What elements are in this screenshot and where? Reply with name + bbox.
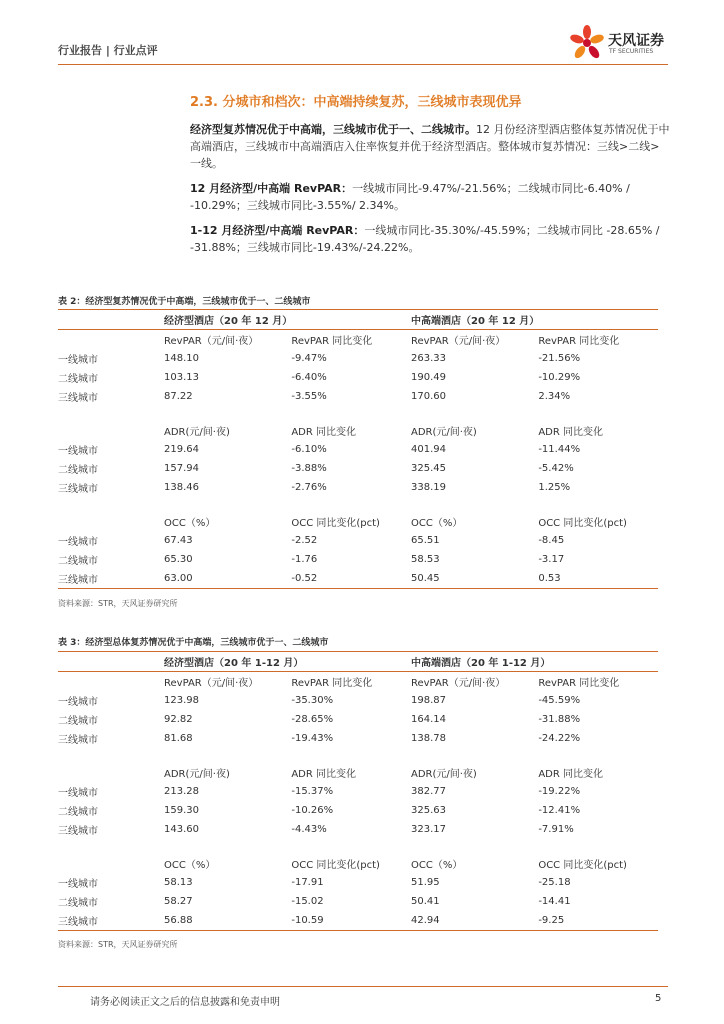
paragraph-annual-revpar-body: 一线城市同比-35.30%/-45.59%；二线城市同比 -28.65% / -31.88%；三线城市同比-19.43%/-24.22%。 (190, 224, 660, 254)
cell: 0.53 (538, 569, 658, 589)
cell: 148.10 (164, 353, 199, 364)
paragraph-dec-revpar-lead: 12 月经济型/中高端 RevPAR： (190, 182, 353, 195)
cell: 138.46 (164, 482, 199, 493)
table2-source: 资料来源：STR，天风证券研究所 (58, 599, 178, 608)
cell: 58.27 (164, 896, 193, 907)
column-header: ADR 同比变化 (291, 769, 357, 780)
cell: 81.68 (164, 733, 193, 744)
table-subheader-row (58, 854, 658, 873)
cell: -2.76% (291, 482, 327, 493)
logo-name: 天风证券 (608, 33, 664, 49)
cell: 123.98 (164, 695, 199, 706)
table-row (58, 368, 658, 387)
column-header: RevPAR（元/间·夜） (164, 336, 259, 347)
cell: -2.52 (291, 535, 318, 546)
column-header: OCC 同比变化(pct) (538, 518, 627, 529)
column-header: ADR(元/间·夜) (410, 427, 477, 438)
table-subheader-row (58, 421, 658, 440)
cell: 190.49 (410, 372, 446, 383)
column-header: ADR(元/间·夜) (164, 769, 230, 780)
table2 (58, 309, 658, 589)
cell: -7.91% (538, 824, 574, 835)
table3-group-midhigh: 中高端酒店（20 年 1-12 月） (411, 652, 658, 672)
row-label: 三线城市 (58, 911, 164, 931)
cell: 219.64 (164, 444, 199, 455)
cell: -6.40% (291, 372, 327, 383)
cell: 92.82 (164, 714, 193, 725)
cell: -1.76 (291, 554, 318, 565)
table3-group-economy: 经济型酒店（20 年 1-12 月） (164, 652, 411, 672)
cell: 58.13 (164, 877, 193, 888)
table-row (58, 387, 658, 406)
cell: -45.59% (538, 695, 581, 706)
footer-divider (58, 986, 668, 987)
cell: -35.30% (291, 695, 334, 706)
cell: 1.25% (538, 482, 571, 493)
cell: 50.45 (411, 569, 538, 589)
cell: -11.44% (538, 444, 581, 455)
cell: -31.88% (538, 714, 581, 725)
column-header: RevPAR 同比变化 (291, 678, 373, 689)
cell: 56.88 (164, 911, 291, 931)
row-label: 三线城市 (58, 569, 164, 589)
logo-petals-icon (568, 24, 606, 62)
cell: 325.45 (410, 463, 446, 474)
column-header: OCC（%） (164, 518, 216, 529)
cell: -21.56% (538, 353, 581, 364)
column-header: RevPAR（元/间·夜） (410, 336, 506, 347)
row-label: 二线城市 (58, 374, 98, 385)
cell: 325.63 (410, 805, 446, 816)
cell: -9.25 (538, 911, 658, 931)
table-row (58, 911, 658, 931)
column-header: ADR 同比变化 (538, 769, 603, 780)
table2-group-economy: 经济型酒店（20 年 12 月） (164, 310, 411, 330)
logo-subtitle: TF SECURITIES (609, 48, 654, 55)
column-header: OCC（%） (164, 860, 216, 871)
table-row (58, 459, 658, 478)
row-label: 一线城市 (58, 788, 98, 799)
cell: 65.30 (164, 554, 193, 565)
cell: -3.17 (538, 554, 565, 565)
cell: -19.43% (291, 733, 334, 744)
table-row (58, 349, 658, 368)
column-header: ADR 同比变化 (291, 427, 357, 438)
table-header-row (58, 310, 658, 330)
cell: 2.34% (538, 391, 571, 402)
column-header: OCC（%） (410, 518, 463, 529)
cell: -3.88% (291, 463, 327, 474)
paragraph-summary-body: 12 月份经济型酒店整体复苏情况优于中高端酒店，三线城市中高端酒店入住率恢复并优于经济型酒店。整体城市复苏情况：三线>二线>一线。 (190, 123, 670, 170)
table-row (58, 801, 658, 820)
column-header: RevPAR 同比变化 (538, 336, 620, 347)
row-label: 二线城市 (58, 807, 98, 818)
row-label: 一线城市 (58, 879, 98, 890)
table-row (58, 691, 658, 710)
cell: 51.95 (410, 877, 440, 888)
table-subheader-row (58, 330, 658, 350)
cell: 42.94 (411, 911, 538, 931)
cell: -10.59 (291, 911, 411, 931)
paragraph-annual-revpar-lead: 1-12 月经济型/中高端 RevPAR： (190, 224, 365, 237)
column-header: OCC 同比变化(pct) (538, 860, 627, 871)
table3-source: 资料来源：STR，天风证券研究所 (58, 940, 178, 949)
column-header: RevPAR 同比变化 (291, 336, 373, 347)
cell: -17.91 (291, 877, 324, 888)
row-label: 二线城市 (58, 556, 98, 567)
cell: 103.13 (164, 372, 199, 383)
table-row (58, 569, 658, 589)
cell: -14.41 (538, 896, 571, 907)
column-header: ADR 同比变化 (538, 427, 603, 438)
cell: 213.28 (164, 786, 199, 797)
cell: 323.17 (410, 824, 446, 835)
cell: -6.10% (291, 444, 327, 455)
row-label: 二线城市 (58, 465, 98, 476)
table-header-row (58, 652, 658, 672)
column-header: ADR(元/间·夜) (164, 427, 230, 438)
column-header: ADR(元/间·夜) (410, 769, 477, 780)
table2-group-midhigh: 中高端酒店（20 年 12 月） (411, 310, 658, 330)
cell: -15.37% (291, 786, 334, 797)
table3-caption: 表 3：经济型总体复苏情况优于中高端，三线城市优于一、二线城市 (58, 638, 329, 648)
paragraph-summary (190, 121, 670, 172)
table-row (58, 440, 658, 459)
header-divider (58, 64, 668, 65)
paragraph-annual-revpar (190, 222, 670, 256)
cell: 143.60 (164, 824, 199, 835)
table-row (58, 873, 658, 892)
cell: 198.87 (410, 695, 446, 706)
cell: 170.60 (410, 391, 446, 402)
row-label: 一线城市 (58, 537, 98, 548)
table2-caption: 表 2：经济型复苏情况优于中高端，三线城市优于一、二线城市 (58, 297, 311, 307)
cell: 338.19 (410, 482, 446, 493)
row-label: 一线城市 (58, 355, 98, 366)
cell: -10.26% (291, 805, 334, 816)
cell: -9.47% (291, 353, 327, 364)
table-subheader-row (58, 512, 658, 531)
table-row (58, 892, 658, 911)
column-header: OCC 同比变化(pct) (291, 860, 380, 871)
table-subheader-row (58, 763, 658, 782)
row-label: 三线城市 (58, 484, 98, 495)
row-label: 一线城市 (58, 446, 98, 457)
cell: -4.43% (291, 824, 327, 835)
column-header: OCC 同比变化(pct) (291, 518, 380, 529)
table-subheader-row (58, 672, 658, 692)
cell: 58.53 (410, 554, 440, 565)
table-row (58, 820, 658, 839)
cell: -5.42% (538, 463, 574, 474)
column-header: RevPAR（元/间·夜） (410, 678, 506, 689)
cell: -19.22% (538, 786, 581, 797)
cell: 67.43 (164, 535, 193, 546)
cell: -10.29% (538, 372, 581, 383)
cell: 401.94 (410, 444, 446, 455)
column-header: RevPAR 同比变化 (538, 678, 620, 689)
row-label: 三线城市 (58, 735, 98, 746)
row-label: 三线城市 (58, 393, 98, 404)
table-spacer (58, 748, 658, 763)
cell: 164.14 (410, 714, 446, 725)
cell: 87.22 (164, 391, 193, 402)
cell: 65.51 (410, 535, 440, 546)
company-logo (568, 24, 678, 62)
cell: 263.33 (410, 353, 446, 364)
row-label: 三线城市 (58, 826, 98, 837)
row-label: 二线城市 (58, 716, 98, 727)
cell: -3.55% (291, 391, 327, 402)
column-header: OCC（%） (410, 860, 463, 871)
table-spacer (58, 839, 658, 854)
paragraph-dec-revpar (190, 180, 670, 214)
column-header: RevPAR（元/间·夜） (164, 678, 259, 689)
cell: 63.00 (164, 569, 291, 589)
cell: 138.78 (410, 733, 446, 744)
cell: -0.52 (291, 569, 411, 589)
section-title: 2.3. 分城市和档次：中高端持续复苏，三线城市表现优异 (190, 95, 522, 110)
cell: 157.94 (164, 463, 199, 474)
footer-disclaimer: 请务必阅读正文之后的信息披露和免责申明 (90, 997, 280, 1008)
table-row (58, 550, 658, 569)
table-row (58, 478, 658, 497)
row-label: 一线城市 (58, 697, 98, 708)
paragraph-summary-lead: 经济型复苏情况优于中高端，三线城市优于一、二线城市。 (190, 123, 476, 136)
cell: -12.41% (538, 805, 581, 816)
cell: -24.22% (538, 733, 581, 744)
cell: -15.02 (291, 896, 324, 907)
cell: -8.45 (538, 535, 565, 546)
table-row (58, 782, 658, 801)
cell: -28.65% (291, 714, 334, 725)
report-category: 行业报告 | 行业点评 (58, 44, 158, 57)
cell: 382.77 (410, 786, 446, 797)
cell: 50.41 (410, 896, 440, 907)
cell: 159.30 (164, 805, 199, 816)
cell: -25.18 (538, 877, 571, 888)
table-spacer (58, 497, 658, 512)
row-label: 二线城市 (58, 898, 98, 909)
table-row (58, 710, 658, 729)
paragraph-dec-revpar-body: 一线城市同比-9.47%/-21.56%；二线城市同比-6.40% / -10.29%；三线城市同比-3.55%/ 2.34%。 (190, 182, 630, 212)
table-row (58, 729, 658, 748)
page-number: 5 (655, 993, 662, 1004)
table-row (58, 531, 658, 550)
table-spacer (58, 406, 658, 421)
table3 (58, 651, 658, 931)
